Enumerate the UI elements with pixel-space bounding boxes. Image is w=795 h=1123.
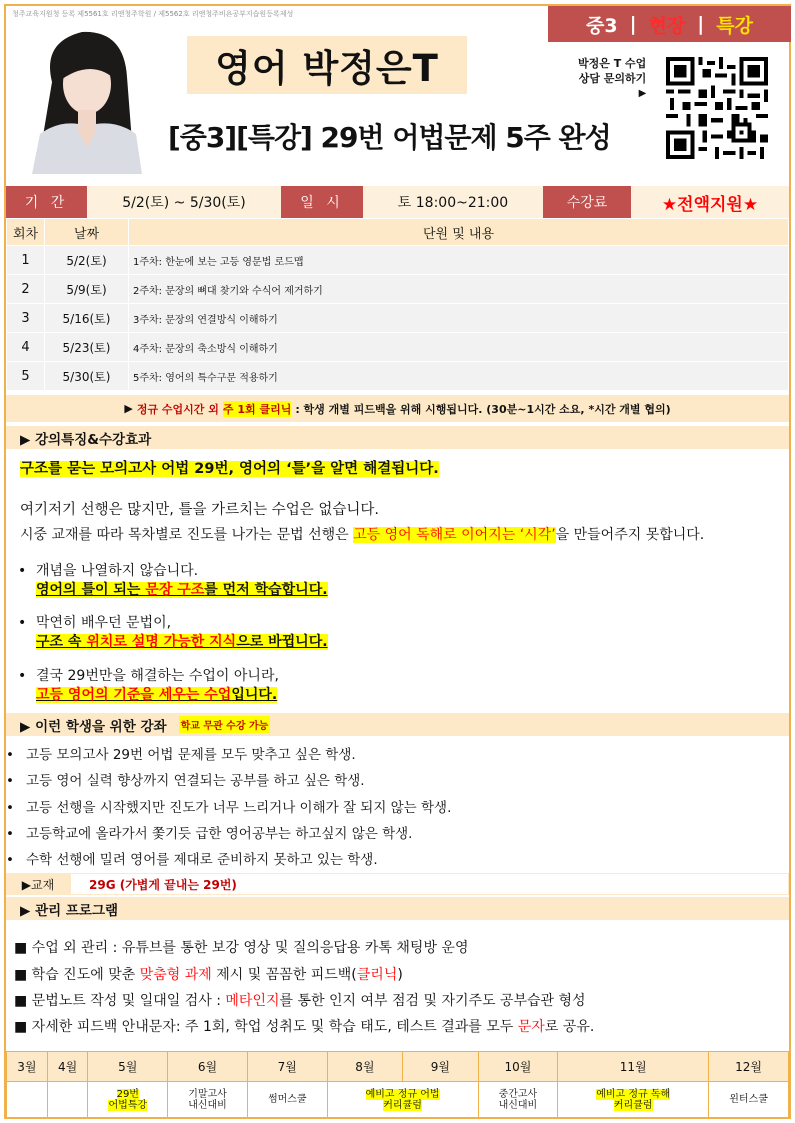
b3-a: 고등 영어의 기준을 세우는 수업 [36,687,232,703]
management-item-4 [14,1016,594,1036]
m2-e: ) [397,967,403,983]
b2-a: 구조 속 [36,634,87,650]
period-label: 기 간 [6,186,87,218]
month-header: 12월 [709,1052,789,1082]
bullet-1-line-2 [36,582,328,598]
month-header: 8월 [327,1052,402,1082]
management-item-1: ■ 수업 외 관리 : 유튜브를 통한 보강 영상 및 질의응답용 카톡 채팅방 운영 [14,940,469,956]
calendar-cell-jul: 썸머스쿨 [247,1082,327,1118]
student-item-text: 고등 선행을 시작했지만 진도가 너무 느리거나 이해가 잘 되지 않는 학생. [26,800,452,816]
m2-c: 제시 및 꼼꼼한 피드백( [211,967,357,983]
jun-line-1: 기말고사 [188,1088,227,1100]
session-no: 2 [7,275,45,304]
calendar-program-row [7,1082,789,1118]
m2-b: 맞춤형 과제 [139,967,212,983]
bullet-icon: • [18,615,27,631]
qr-caption [578,56,646,101]
m4-c: 로 공유. [544,1019,595,1035]
student-item [6,799,452,818]
calendar-cell-may [88,1082,168,1118]
textbook-row [6,873,789,895]
para2-text-a: 시중 교재를 따라 목차별로 진도를 나가는 문법 선행은 [20,527,354,543]
grade-banner [548,6,791,42]
teacher-photo [32,22,142,174]
b3-b: 입니다. [231,687,278,703]
month-header: 3월 [7,1052,48,1082]
textbook-label: ▶교재 [6,873,70,895]
bullet-icon: • [6,800,14,816]
student-item-text: 수학 선행에 밀려 영어를 제대로 준비하지 못하고 있는 학생. [26,852,378,868]
bullet-icon: • [18,668,27,684]
grade-label: 중3 [586,14,618,37]
m3-c: 를 통한 인지 여부 점검 및 자기주도 공부습관 형성 [279,993,586,1009]
qr-caption-line1: 박정은 T 수업 [578,57,647,70]
onsite-label: 현장 [648,14,686,37]
b1-c: 를 먼저 학습합니다. [204,582,328,598]
session-date: 5/23(토) [45,333,129,362]
m4-a: ■ 자세한 피드백 안내문자: 주 1회, 학업 성취도 및 학습 태도, 테스트 결과를 모두 [14,1019,518,1035]
bullet-icon: • [18,563,27,579]
clinic-text-3: : 학생 개별 피드백을 위해 시행됩니다. (30분~1시간 소요, *시간 개별 협의) [295,402,671,416]
oct-line-1: 중간고사 [498,1088,538,1100]
b1-b: 문장 구조 [145,582,205,598]
student-item-text: 고등 모의고사 29번 어법 문제를 모두 맞추고 싶은 학생. [26,747,356,763]
bullet-icon: • [6,773,14,789]
features-section-header [6,426,789,449]
col-date: 날짜 [45,219,129,246]
registration-note: 청주교육지원청 등록 제5561호 리앤청주학원 / 제5562호 리앤청주비욘공부지습원등록제성 [12,10,294,18]
time-value: 토 18:00~21:00 [363,186,543,218]
bullet-icon: • [6,826,14,842]
para2-text-b: 고등 영어 독해로 이어지는 ‘시각’ [353,527,556,543]
clinic-text-1: 정규 수업시간 외 [136,402,219,416]
session-content: 4주차: 문장의 축소방식 이해하기 [129,333,789,362]
banner-separator: | [629,13,637,35]
student-item-text: 고등학교에 올라가서 쫓기듯 급한 영어공부는 하고싶지 않은 학생. [26,826,413,842]
school-free-tag: 학교 무관 수강 가능 [179,716,271,733]
management-item-3 [14,990,586,1010]
students-section-header [6,713,789,736]
clinic-notice [6,395,789,422]
headline-text: 구조를 묻는 모의고사 어법 29번, 영어의 ‘틀’을 알면 해결됩니다. [20,461,439,477]
session-content: 1주차: 한눈에 보는 고등 영문법 로드맵 [129,246,789,275]
student-item [6,772,365,791]
m3-b: 메타인지 [225,993,280,1009]
student-item [6,746,356,765]
bullet-3-line-1: 결국 29번만을 해결하는 수업이 아니라, [36,668,279,684]
student-item [6,851,378,870]
management-section-header [6,897,789,920]
student-item [6,825,413,844]
management-item-2 [14,964,403,984]
table-row [7,246,789,275]
session-date: 5/2(토) [45,246,129,275]
oct-line-2: 내신대비 [498,1099,538,1111]
month-header: 5월 [88,1052,168,1082]
session-content: 5주차: 영어의 특수구문 적용하기 [129,362,789,391]
m4-b: 문자 [517,1019,545,1035]
qr-code[interactable] [666,57,768,159]
may-line-1: 29번 [116,1088,139,1100]
fee-label: 수강료 [543,186,631,218]
b1-a: 영어의 틀이 되는 [36,582,146,598]
session-no: 4 [7,333,45,362]
session-no: 5 [7,362,45,391]
management-heading: ▶ 관리 프로그램 [20,902,119,919]
session-no: 3 [7,304,45,333]
b2-c: 으로 바뀝니다. [236,634,328,650]
students-heading: ▶ 이런 학생을 위한 강좌 [20,718,167,735]
feature-bullet-2 [18,614,328,652]
yearly-calendar [6,1051,789,1118]
features-para-2 [20,524,704,544]
schedule-header-row [7,219,789,246]
m2-d: 클리닉 [356,967,398,983]
month-header: 4월 [47,1052,88,1082]
jun-line-2: 내신대비 [188,1099,227,1111]
period-value: 5/2(토) ~ 5/30(토) [87,186,281,218]
calendar-month-row [7,1052,789,1082]
col-session: 회차 [7,219,45,246]
augsep-line-1: 예비고 정규 어법 [365,1088,440,1100]
col-content: 단원 및 내용 [129,219,789,246]
session-content: 2주차: 문장의 뼈대 찾기와 수식어 제거하기 [129,275,789,304]
may-line-2: 어법특강 [108,1099,148,1111]
session-date: 5/16(토) [45,304,129,333]
table-row [7,362,789,391]
table-row [7,304,789,333]
session-date: 5/30(토) [45,362,129,391]
bullet-1-line-1: 개념을 나열하지 않습니다. [36,563,199,579]
features-para-1: 여기저기 선행은 많지만, 틀을 가르치는 수업은 없습니다. [20,502,380,518]
feature-bullet-1 [18,562,328,600]
bullet-icon: • [6,747,14,763]
arrow-right-icon: ▶ [124,402,133,415]
banner-separator: | [697,13,705,35]
session-content: 3주차: 문장의 연결방식 이해하기 [129,304,789,333]
schedule-table [6,218,789,391]
student-item-text: 고등 영어 실력 향상까지 연결되는 공부를 하고 싶은 학생. [26,773,365,789]
features-headline [20,457,439,478]
features-heading: ▶ 강의특징&수강효과 [20,431,152,448]
month-header: 7월 [247,1052,327,1082]
nov-line-2: 커리큘럼 [613,1099,653,1111]
calendar-cell-empty [7,1082,48,1118]
bullet-icon: • [6,852,14,868]
calendar-cell-empty [47,1082,88,1118]
special-label: 특강 [716,14,753,37]
month-header: 10월 [478,1052,558,1082]
teacher-title: 영어 박정은T [187,36,467,94]
b2-b: 위치로 설명 가능한 지식 [86,634,237,650]
fee-value: ★전액지원★ [631,186,789,218]
calendar-cell-oct [478,1082,558,1118]
session-no: 1 [7,246,45,275]
para2-text-c: 을 만들어주지 못합니다. [555,527,705,543]
month-header: 11월 [558,1052,709,1082]
augsep-line-2: 커리큘럼 [383,1099,422,1111]
course-title: [중3][특강] 29번 어법문제 5주 완성 [168,121,611,154]
table-row [7,333,789,362]
m3-a: ■ 문법노트 작성 및 일대일 검사 : [14,993,226,1009]
month-header: 6월 [168,1052,248,1082]
table-row [7,275,789,304]
session-date: 5/9(토) [45,275,129,304]
bullet-2-line-1: 막연히 배우던 문법이, [36,615,172,631]
bullet-3-line-2 [36,687,277,703]
arrow-right-icon: ▶ [638,88,647,99]
nov-line-1: 예비고 정규 독해 [596,1088,671,1100]
qr-caption-line2: 상담 문의하기 [578,72,647,85]
feature-bullet-3 [18,667,279,705]
month-header: 9월 [403,1052,478,1082]
calendar-cell-nov [558,1082,709,1118]
m2-a: ■ 학습 진도에 맞춘 [14,967,140,983]
time-label: 일 시 [281,186,363,218]
calendar-cell-dec: 윈터스쿨 [709,1082,789,1118]
calendar-cell-jun [168,1082,248,1118]
bullet-2-line-2 [36,634,328,650]
calendar-cell-aug-sep [327,1082,478,1118]
clinic-text-2: 주 1회 클리닉 [222,402,292,416]
course-info-bar [6,186,789,218]
textbook-value: 29G (가볍게 끝내는 29번) [70,873,789,895]
